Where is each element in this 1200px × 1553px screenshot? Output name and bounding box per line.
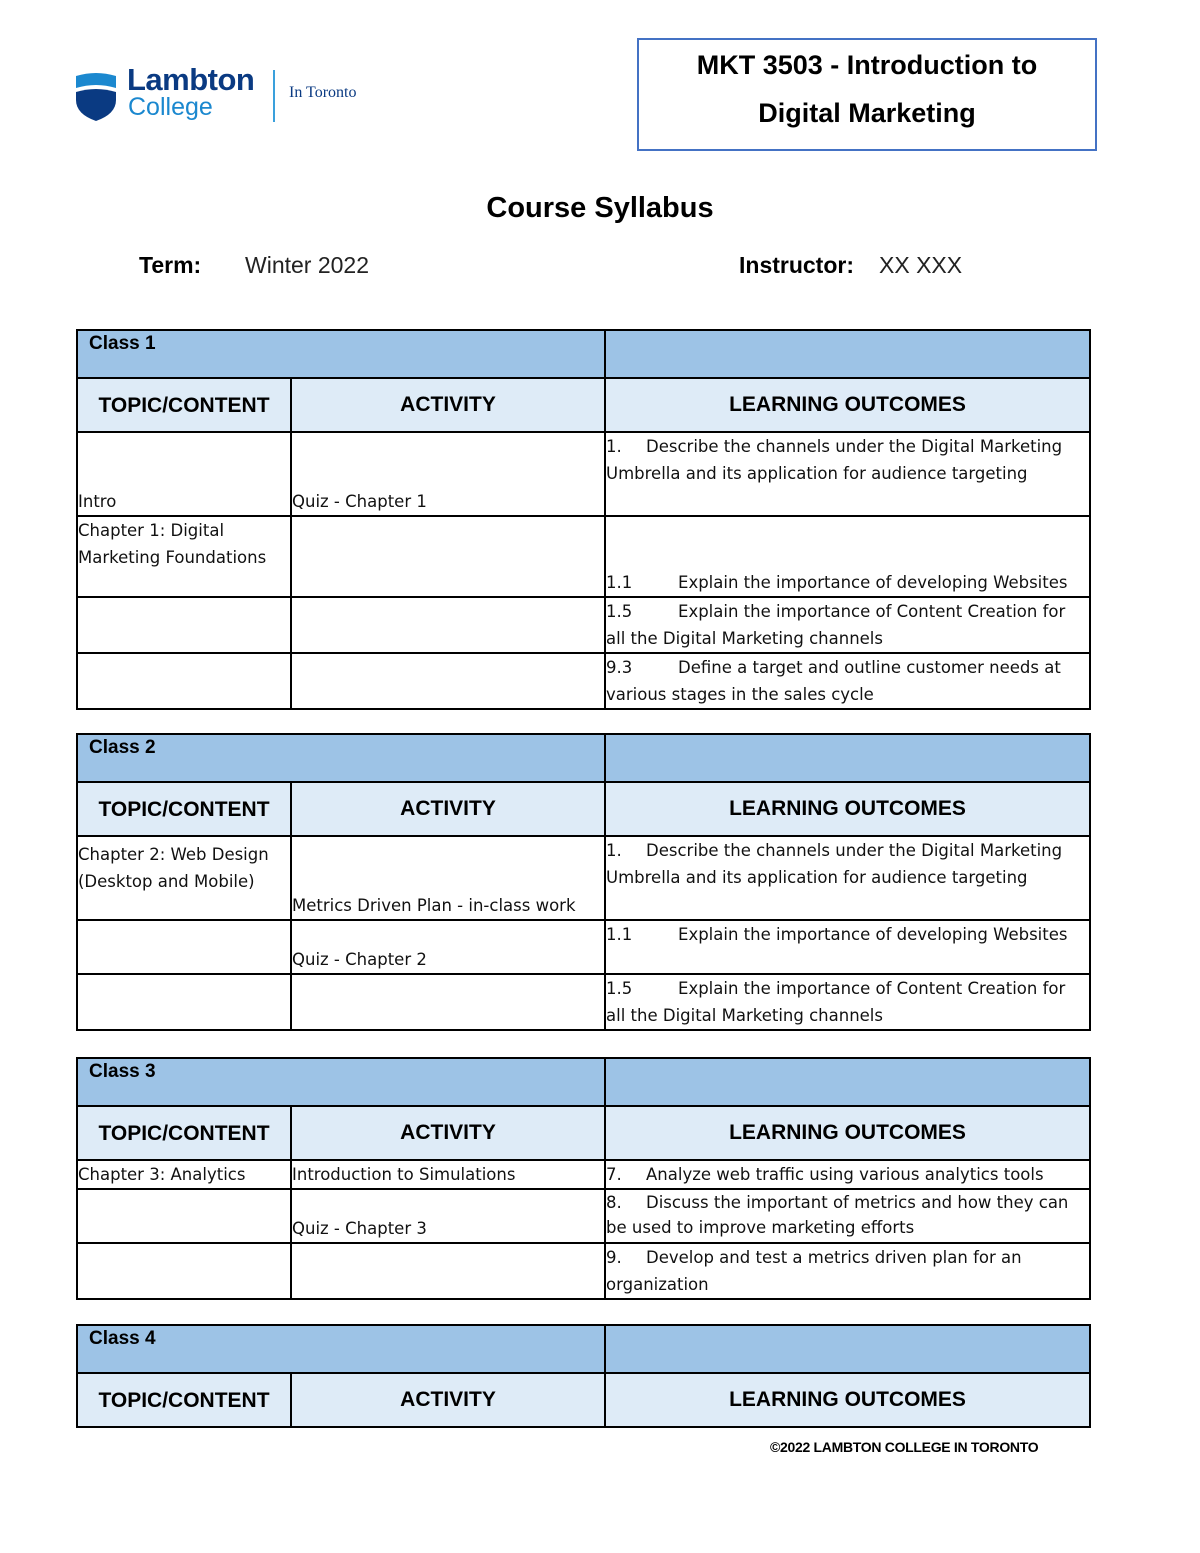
topic-cell [77, 597, 291, 653]
table-row [77, 516, 1090, 597]
activity-header: ACTIVITY [291, 378, 605, 432]
class-label: Class 4 [89, 1328, 156, 1349]
outcome-text: Explain the importance of developing Websites [678, 925, 1068, 944]
activity-cell: Introduction to Simulations [291, 1160, 605, 1189]
activity-header: ACTIVITY [291, 782, 605, 836]
activity-cell [291, 1243, 605, 1299]
class-header-row [77, 1325, 1090, 1373]
topic-header: TOPIC/CONTENT [77, 782, 291, 836]
activity-cell: Quiz - Chapter 3 [291, 1189, 605, 1243]
topic-cell: Chapter 3: Analytics [77, 1160, 291, 1189]
topic-cell [77, 1189, 291, 1243]
class-3-table [76, 1057, 1091, 1300]
activity-cell: Quiz - Chapter 1 [291, 432, 605, 516]
outcome-text: Discuss the important of metrics and how they can be used to improve marketing efforts [606, 1193, 1069, 1237]
outcome-text: Describe the channels under the Digital Marketing Umbrella and its application for audience targeting [606, 437, 1063, 483]
topic-cell: Intro [77, 432, 291, 516]
activity-cell [291, 653, 605, 709]
outcomes-header: LEARNING OUTCOMES [605, 378, 1090, 432]
class-header-row [77, 330, 1090, 378]
table-row [77, 432, 1090, 516]
shield-icon [74, 68, 118, 122]
instructor-label: Instructor: [739, 252, 854, 278]
activity-cell: Metrics Driven Plan - in-class work [291, 836, 605, 920]
outcome-text: Analyze web traffic using various analytics tools [646, 1165, 1044, 1184]
outcome-text: Develop and test a metrics driven plan for an organization [606, 1248, 1022, 1294]
outcome-number: 9.3 [606, 658, 633, 677]
topic-header: TOPIC/CONTENT [77, 378, 291, 432]
outcome-number: 8. [606, 1193, 622, 1212]
class-label: Class 3 [89, 1061, 156, 1082]
topic-cell: Chapter 2: Web Design (Desktop and Mobile) [77, 836, 291, 920]
term-label: Term: [139, 252, 202, 278]
course-title-box [637, 38, 1097, 151]
topic-cell [77, 920, 291, 974]
table-row [77, 1243, 1090, 1299]
activity-cell: Quiz - Chapter 2 [291, 920, 605, 974]
outcome-cell [605, 653, 1090, 709]
outcome-cell [605, 1243, 1090, 1299]
topic-header: TOPIC/CONTENT [77, 1106, 291, 1160]
instructor-value: XX XXX [879, 252, 963, 278]
table-row [77, 920, 1090, 974]
outcomes-header: LEARNING OUTCOMES [605, 1106, 1090, 1160]
class-label: Class 1 [89, 333, 156, 354]
outcome-cell [605, 597, 1090, 653]
outcome-number: 1. [606, 841, 622, 860]
table-row [77, 974, 1090, 1030]
table-row [77, 597, 1090, 653]
outcome-number: 1.5 [606, 602, 633, 621]
outcome-cell [605, 836, 1090, 920]
activity-cell [291, 597, 605, 653]
outcome-cell [605, 516, 1090, 597]
class-1-table [76, 329, 1091, 710]
topic-header: TOPIC/CONTENT [77, 1373, 291, 1427]
class-header-row [77, 1058, 1090, 1106]
outcome-text: Define a target and outline customer needs at various stages in the sales cycle [606, 658, 1061, 704]
outcome-text: Explain the importance of developing Websites [678, 573, 1068, 592]
logo-subtitle: In Toronto [289, 84, 357, 101]
course-name-line: Digital Marketing [758, 98, 976, 128]
activity-cell [291, 974, 605, 1030]
copyright-footer: ©2022 LAMBTON COLLEGE IN TORONTO [770, 1439, 1039, 1455]
outcome-cell [605, 920, 1090, 974]
column-header-row [77, 1373, 1090, 1427]
term-value: Winter 2022 [245, 252, 370, 278]
topic-cell [77, 653, 291, 709]
outcome-number: 7. [606, 1165, 622, 1184]
topic-cell [77, 1243, 291, 1299]
class-label: Class 2 [89, 737, 156, 758]
outcome-number: 1.5 [606, 979, 633, 998]
outcome-text: Explain the importance of Content Creation for all the Digital Marketing channels [606, 979, 1066, 1025]
table-row [77, 1189, 1090, 1243]
outcome-text: Explain the importance of Content Creation for all the Digital Marketing channels [606, 602, 1066, 648]
table-row [77, 1160, 1090, 1189]
outcome-number: 1.1 [606, 925, 633, 944]
column-header-row [77, 1106, 1090, 1160]
column-header-row [77, 782, 1090, 836]
lambton-logo [74, 62, 374, 126]
topic-cell [77, 974, 291, 1030]
outcomes-header: LEARNING OUTCOMES [605, 1373, 1090, 1427]
outcome-number: 1. [606, 437, 622, 456]
page-title: Course Syllabus [486, 192, 714, 224]
outcome-cell [605, 432, 1090, 516]
logo-divider [273, 70, 275, 122]
class-4-table [76, 1324, 1091, 1428]
outcome-cell [605, 1189, 1090, 1243]
logo-wordmark-college: College [128, 93, 213, 121]
activity-header: ACTIVITY [291, 1373, 605, 1427]
activity-header: ACTIVITY [291, 1106, 605, 1160]
table-row [77, 653, 1090, 709]
topic-cell: Chapter 1: Digital Marketing Foundations [77, 516, 291, 597]
class-header-row [77, 734, 1090, 782]
outcome-cell [605, 974, 1090, 1030]
class-2-table [76, 733, 1091, 1031]
outcomes-header: LEARNING OUTCOMES [605, 782, 1090, 836]
outcome-number: 9. [606, 1248, 622, 1267]
course-code-line: MKT 3503 - Introduction to [696, 50, 1038, 80]
outcome-number: 1.1 [606, 573, 633, 592]
outcome-cell [605, 1160, 1090, 1189]
logo-wordmark-lambton: Lambton [127, 62, 255, 97]
activity-cell [291, 516, 605, 597]
column-header-row [77, 378, 1090, 432]
outcome-text: Describe the channels under the Digital Marketing Umbrella and its application for audience targeting [606, 841, 1063, 887]
table-row [77, 836, 1090, 920]
